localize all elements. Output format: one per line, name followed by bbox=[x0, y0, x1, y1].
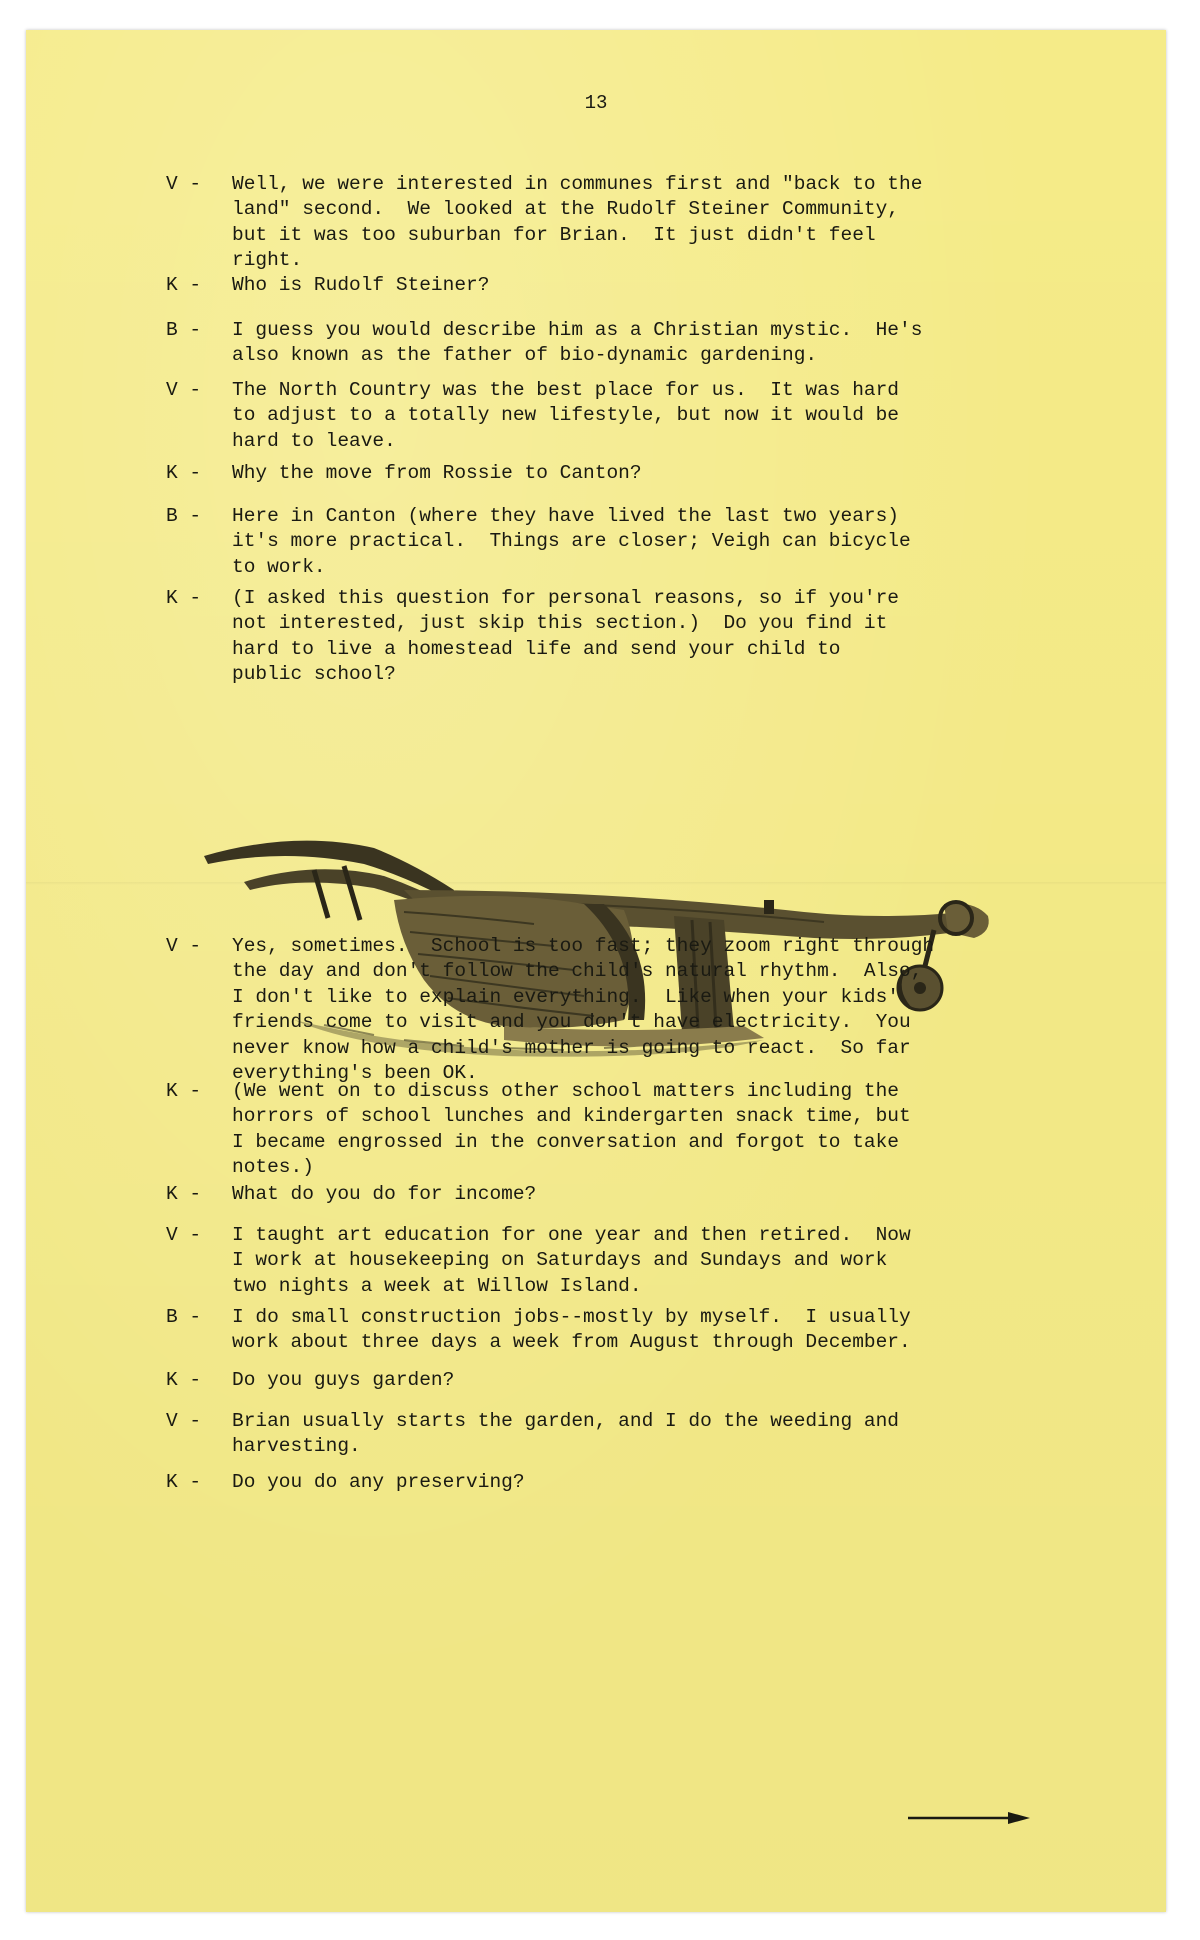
newsletter-page bbox=[26, 30, 1166, 1912]
entry-text: Brian usually starts the garden, and I do the weeding and harvesting. bbox=[232, 1410, 900, 1458]
entry-text: Here in Canton (where they have lived the last two years) it's more practical. Things are closer; Veigh can bicycle to work. bbox=[232, 505, 911, 578]
entry-text: (I asked this question for personal reasons, so if you're not interested, just skip this section.) Do you find it hard to live a homestead life and send your child to public school? bbox=[232, 587, 900, 686]
entry-text: I guess you would describe him as a Christian mystic. He's also known as the father of bio-dynamic gardening. bbox=[232, 319, 923, 367]
speaker-label: K - bbox=[166, 274, 202, 296]
speaker-label: V - bbox=[166, 935, 202, 957]
speaker-label: V - bbox=[166, 173, 202, 195]
speaker-label: K - bbox=[166, 1471, 202, 1493]
entry-text: I do small construction jobs--mostly by myself. I usually work about three days a week from August through December. bbox=[232, 1306, 911, 1354]
speaker-label: K - bbox=[166, 1183, 202, 1205]
entry-text: Who is Rudolf Steiner? bbox=[232, 274, 490, 296]
continue-arrow-icon bbox=[908, 1810, 1030, 1826]
speaker-label: K - bbox=[166, 462, 202, 484]
speaker-label: V - bbox=[166, 1410, 202, 1432]
entry-text: What do you do for income? bbox=[232, 1183, 537, 1205]
speaker-label: B - bbox=[166, 1306, 202, 1328]
entry-text: Do you do any preserving? bbox=[232, 1471, 525, 1493]
speaker-label: K - bbox=[166, 587, 202, 609]
speaker-label: K - bbox=[166, 1369, 202, 1391]
speaker-label: B - bbox=[166, 319, 202, 341]
entry-text: (We went on to discuss other school matters including the horrors of school lunches and kindergarten snack time, but I became engrossed in the conversation and forgot to take notes.) bbox=[232, 1080, 911, 1179]
entry-text: The North Country was the best place for us. It was hard to adjust to a totally new lifestyle, but now it would be hard to leave. bbox=[232, 379, 900, 452]
speaker-label: V - bbox=[166, 1224, 202, 1246]
entry-text: I taught art education for one year and then retired. Now I work at housekeeping on Saturdays and Sundays and work two nights a week at Willow Island. bbox=[232, 1224, 911, 1297]
entry-text: Well, we were interested in communes first and "back to the land" second. We looked at the Rudolf Steiner Community, but it was too suburban for Brian. It just didn't feel right. bbox=[232, 173, 923, 272]
entry-text: Yes, sometimes. School is too fast; they zoom right through the day and don't follow the child's natural rhythm. Also, I don't like to explain everything. Like when your kids' friends come to visit and you don't have electricity. You never know how a child's mother is going to react. So far everything's been OK. bbox=[232, 935, 935, 1085]
speaker-label: B - bbox=[166, 505, 202, 527]
speaker-label: K - bbox=[166, 1080, 202, 1102]
speaker-label: V - bbox=[166, 379, 202, 401]
entry-text: Do you guys garden? bbox=[232, 1369, 455, 1391]
entry-text: Why the move from Rossie to Canton? bbox=[232, 462, 642, 484]
page-number: 13 bbox=[584, 92, 608, 114]
